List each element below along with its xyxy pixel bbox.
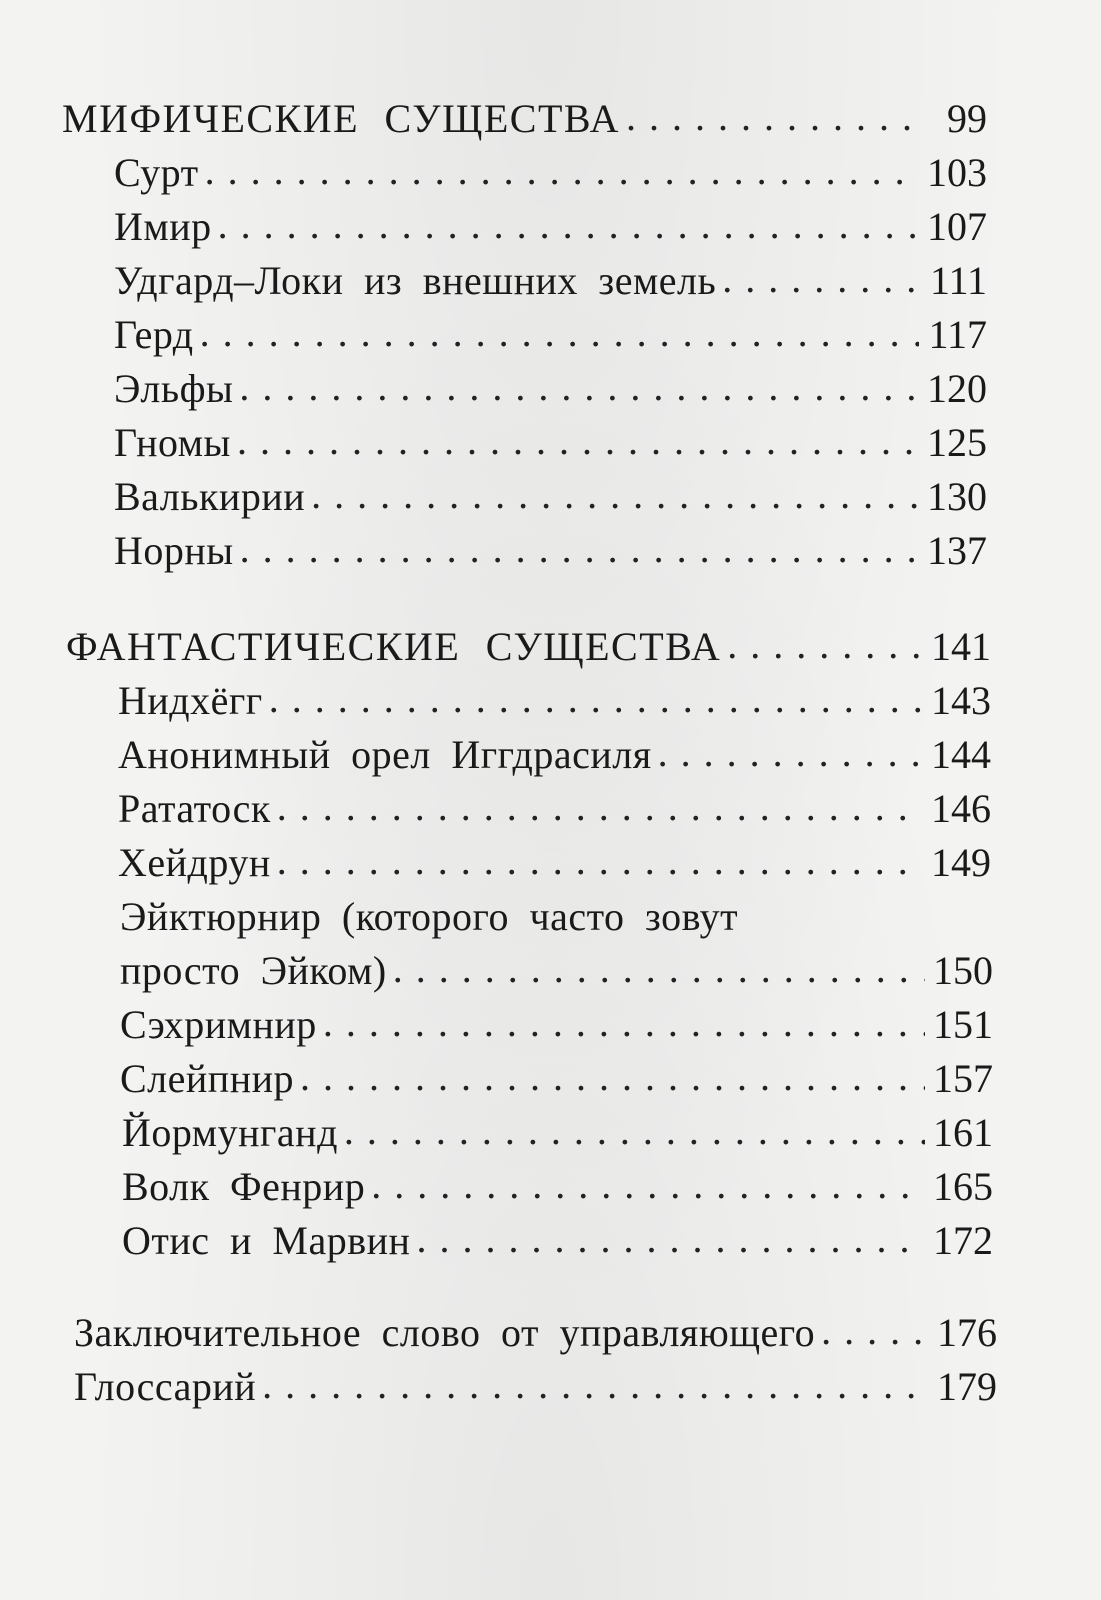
- toc-entry-page: 130: [927, 474, 987, 519]
- toc-heading-page: 141: [931, 624, 991, 669]
- toc-entry-page: 144: [931, 732, 991, 777]
- toc-entry-title: Анонимный орел Иггдрасиля: [118, 732, 652, 777]
- toc-entry-row[interactable]: [0, 1106, 1101, 1160]
- toc-entry-multiline[interactable]: [0, 890, 1101, 998]
- toc-heading-title: ФАНТАСТИЧЕСКИЕ СУЩЕСТВА: [66, 624, 722, 669]
- toc-heading-page: 99: [947, 96, 987, 141]
- dot-leader: [371, 1158, 925, 1212]
- dot-leader: [300, 1050, 925, 1104]
- dot-leader: [311, 468, 919, 522]
- toc-entry-page: 107: [927, 204, 987, 249]
- toc-entry-title: Йормунганд: [122, 1110, 338, 1155]
- dot-leader: [416, 1212, 925, 1266]
- toc-entry-page: 150: [933, 948, 993, 993]
- dot-leader: [262, 1358, 929, 1412]
- toc-entry-row[interactable]: [0, 728, 1101, 782]
- toc-entry-title: Норны: [114, 528, 234, 573]
- toc-entry-title: Эльфы: [114, 366, 234, 411]
- dot-leader: [344, 1104, 925, 1158]
- toc-entry-page: 149: [931, 840, 991, 885]
- toc-entry-title: Заключительное слово от управляющего: [74, 1310, 816, 1355]
- toc-entry-row: [120, 944, 1101, 998]
- dot-leader: [722, 252, 919, 306]
- toc-entry-page: 111: [929, 258, 987, 303]
- toc-entry-row[interactable]: [0, 254, 1101, 308]
- dot-leader: [658, 726, 923, 780]
- toc-entry-page: 172: [933, 1218, 993, 1263]
- toc-entry-page: 125: [927, 420, 987, 465]
- toc-entry-title: Имир: [114, 204, 212, 249]
- toc-entry-page: 103: [927, 150, 987, 195]
- toc-entry-title: Герд: [114, 312, 194, 357]
- toc-heading-row[interactable]: [0, 92, 1101, 146]
- section-fantastic-creatures: [0, 620, 1101, 1268]
- toc-entry-row[interactable]: [0, 362, 1101, 416]
- dot-leader: [727, 618, 923, 672]
- toc-entry-row[interactable]: [0, 1052, 1101, 1106]
- toc-entry-page: 179: [937, 1364, 997, 1409]
- toc-entry-title: Волк Фенрир: [122, 1164, 366, 1209]
- toc-entry-page: 165: [933, 1164, 993, 1209]
- toc-entry-row[interactable]: [0, 674, 1101, 728]
- dot-leader: [821, 1304, 929, 1358]
- toc-entry-row[interactable]: [0, 470, 1101, 524]
- dot-leader: [323, 996, 925, 1050]
- toc-heading-row[interactable]: [0, 620, 1101, 674]
- toc-entry-row[interactable]: [0, 200, 1101, 254]
- toc-entry-title: Слейпнир: [120, 1056, 295, 1101]
- toc-entry-row[interactable]: [0, 836, 1101, 890]
- toc-entry-row[interactable]: [0, 998, 1101, 1052]
- toc-entry-title: Удгард–Локи из внешних земель: [114, 258, 717, 303]
- toc-entry-page: 157: [933, 1056, 993, 1101]
- toc-entry-title: Нидхёгг: [118, 678, 263, 723]
- toc-entry-page: 151: [933, 1002, 993, 1047]
- toc-entry-row[interactable]: [0, 308, 1101, 362]
- toc-entry-title: Сурт: [114, 150, 199, 195]
- toc-entry-title-line1: Эйктюрнир (которого часто зовут: [120, 894, 739, 939]
- toc-entry-title: Валькирии: [114, 474, 306, 519]
- section-mythical-creatures: [0, 92, 1101, 578]
- dot-leader: [277, 780, 923, 834]
- toc-entry-row[interactable]: [0, 1214, 1101, 1268]
- toc-entry-row[interactable]: [0, 416, 1101, 470]
- dot-leader: [393, 942, 925, 996]
- toc-entry-title: Рататоск: [118, 786, 271, 831]
- toc-entry-title: просто Эйком): [120, 948, 387, 993]
- toc-entry-row[interactable]: [0, 146, 1101, 200]
- toc-entry-row[interactable]: [0, 1160, 1101, 1214]
- toc-entry-title: Глоссарий: [74, 1364, 257, 1409]
- toc-entry-row[interactable]: [0, 782, 1101, 836]
- dot-leader: [269, 672, 923, 726]
- toc-entry-title: Отис и Марвин: [122, 1218, 411, 1263]
- toc-entry-page: 176: [937, 1310, 997, 1355]
- dot-leader: [218, 198, 919, 252]
- dot-leader: [205, 144, 919, 198]
- dot-leader: [200, 306, 919, 360]
- dot-leader: [626, 90, 919, 144]
- toc-entry-page: 161: [933, 1110, 993, 1155]
- toc-entry-title: Сэхримнир: [120, 1002, 317, 1047]
- toc-entry-row[interactable]: [0, 524, 1101, 578]
- dot-leader: [239, 360, 919, 414]
- section-closing: [0, 1306, 1101, 1414]
- toc-entry-row[interactable]: [0, 1306, 1101, 1360]
- dot-leader: [277, 834, 923, 888]
- toc-entry-title: Хейдрун: [118, 840, 271, 885]
- toc-entry-page: 120: [927, 366, 987, 411]
- toc-entry-page: 146: [931, 786, 991, 831]
- toc-heading-title: МИФИЧЕСКИЕ СУЩЕСТВА: [62, 96, 620, 141]
- dot-leader: [237, 414, 919, 468]
- toc-entry-title: Гномы: [114, 420, 231, 465]
- toc-entry-page: 117: [928, 312, 987, 357]
- toc-entry-page: 137: [927, 528, 987, 573]
- toc-entry-page: 143: [931, 678, 991, 723]
- dot-leader: [240, 522, 919, 576]
- toc-entry-row[interactable]: [0, 1360, 1101, 1414]
